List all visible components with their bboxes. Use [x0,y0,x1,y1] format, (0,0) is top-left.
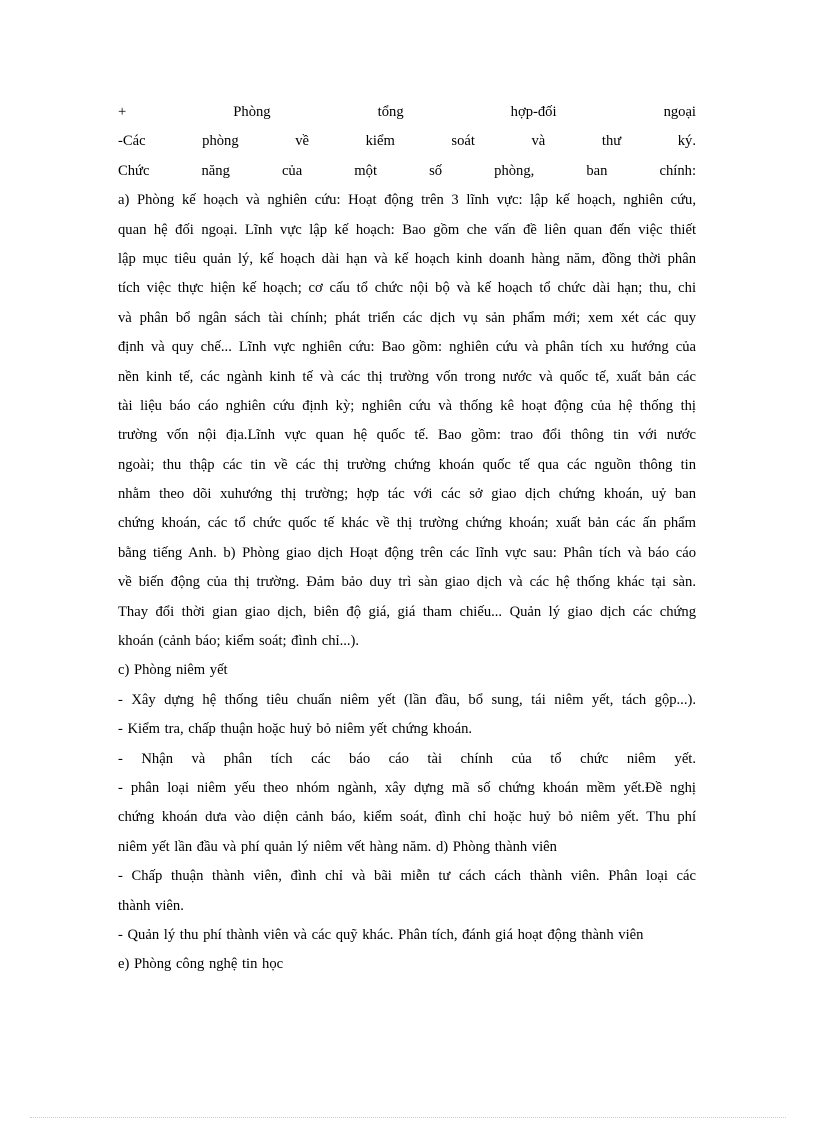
text-line: - Kiểm tra, chấp thuận hoặc huỷ bỏ niêm yết chứng khoán. [118,721,473,738]
text-line: - phân loại niêm yếu theo nhóm ngành, xây dựng mã số chứng khoán mềm yết.Đề nghị [118,779,696,796]
text-line: định và quy chế... Lĩnh vực nghiên cứu: Bao gồm: nghiên cứu và phân tích xu hướng của [118,339,696,356]
text-line: chứng khoán dưa vào diện cảnh báo, kiểm soát, đình chỉ hoặc huỷ bỏ niêm yết. Thu phí [118,809,696,826]
text-line: tích việc thực hiện kế hoạch; cơ cấu tổ chức nội bộ và kế hoạch tổ chức dài hạn; thu, chi [118,280,696,297]
text-line: trường vốn nội địa.Lĩnh vực quan hệ quốc tế. Bao gồm: trao đổi thông tin với nước [118,427,696,444]
document-body [118,98,696,980]
text-line: - Chấp thuận thành viên, đình chỉ và bãi miễn tư cách cách thành viên. Phân loại các [118,868,696,885]
text-line: Thay đổi thời gian giao dịch, biên độ giá, giá tham chiếu... Quản lý giao dịch các chứng [118,603,696,620]
text-line: lập mục tiêu quản lý, kế hoạch dài hạn và kế hoạch kinh doanh hàng năm, đồng thời phân [118,250,696,267]
text-line: thành viên. [118,897,184,914]
text-line: - Xây dựng hệ thống tiêu chuẩn niêm yết (lần đầu, bổ sung, tái niêm yết, tách gộp...). [118,691,696,708]
text-line: -Các phòng về kiểm soát và thư ký. [118,133,696,150]
text-line: + Phòng tổng hợp-đối ngoại [118,104,696,120]
text-line: chứng khoán, các tổ chức quốc tế khác về thị trường chứng khoán; xuất bản các ấn phẩm [118,515,696,532]
text-line: c) Phòng niêm yết [118,662,228,679]
text-line: - Quản lý thu phí thành viên và các quỹ khác. Phân tích, đánh giá hoạt động thành viên [118,926,644,943]
page-bottom-divider [30,1117,786,1118]
text-line: e) Phòng công nghệ tin học [118,956,284,973]
text-line: - Nhận và phân tích các báo cáo tài chính của tổ chức niêm yết. [118,750,696,767]
text-line: về biến động của thị trường. Đảm bảo duy trì sàn giao dịch và các hệ thống khác tại sàn. [118,574,696,591]
text-line: bằng tiếng Anh. b) Phòng giao dịch Hoạt động trên các lĩnh vực sau: Phân tích và báo cáo [118,544,696,561]
text-line: và phân bổ ngân sách tài chính; phát triển các dịch vụ sản phẩm mới; xem xét các quy [118,309,696,326]
text-line: a) Phòng kế hoạch và nghiên cứu: Hoạt động trên 3 lĩnh vực: lập kế hoạch, nghiên cứu, [118,192,696,209]
text-line: niêm yết lần đầu và phí quản lý niêm vết hàng năm. d) Phòng thành viên [118,838,557,855]
text-line: nền kinh tế, các ngành kinh tế và các thị trường vốn trong nước và quốc tế, xuất bản các [118,368,696,385]
text-line: tài liệu báo cáo nghiên cứu định kỳ; nghiên cứu và thống kê hoạt động của hệ thống thị [118,397,696,414]
text-line: nhằm theo dõi xuhướng thị trường; hợp tác với các sở giao dịch chứng khoán, uỷ ban [118,486,696,503]
text-line: ngoài; thu thập các tin về các thị trường chứng khoán quốc tế qua các nguồn thông tin [118,456,696,473]
text-line: khoán (cảnh báo; kiểm soát; đình chỉ...). [118,633,360,650]
text-line: quan hệ đối ngoại. Lĩnh vực lập kế hoạch: Bao gồm che vấn đề liên quan đến việc thiết [118,221,696,238]
text-line: Chức năng của một số phòng, ban chính: [118,162,696,179]
